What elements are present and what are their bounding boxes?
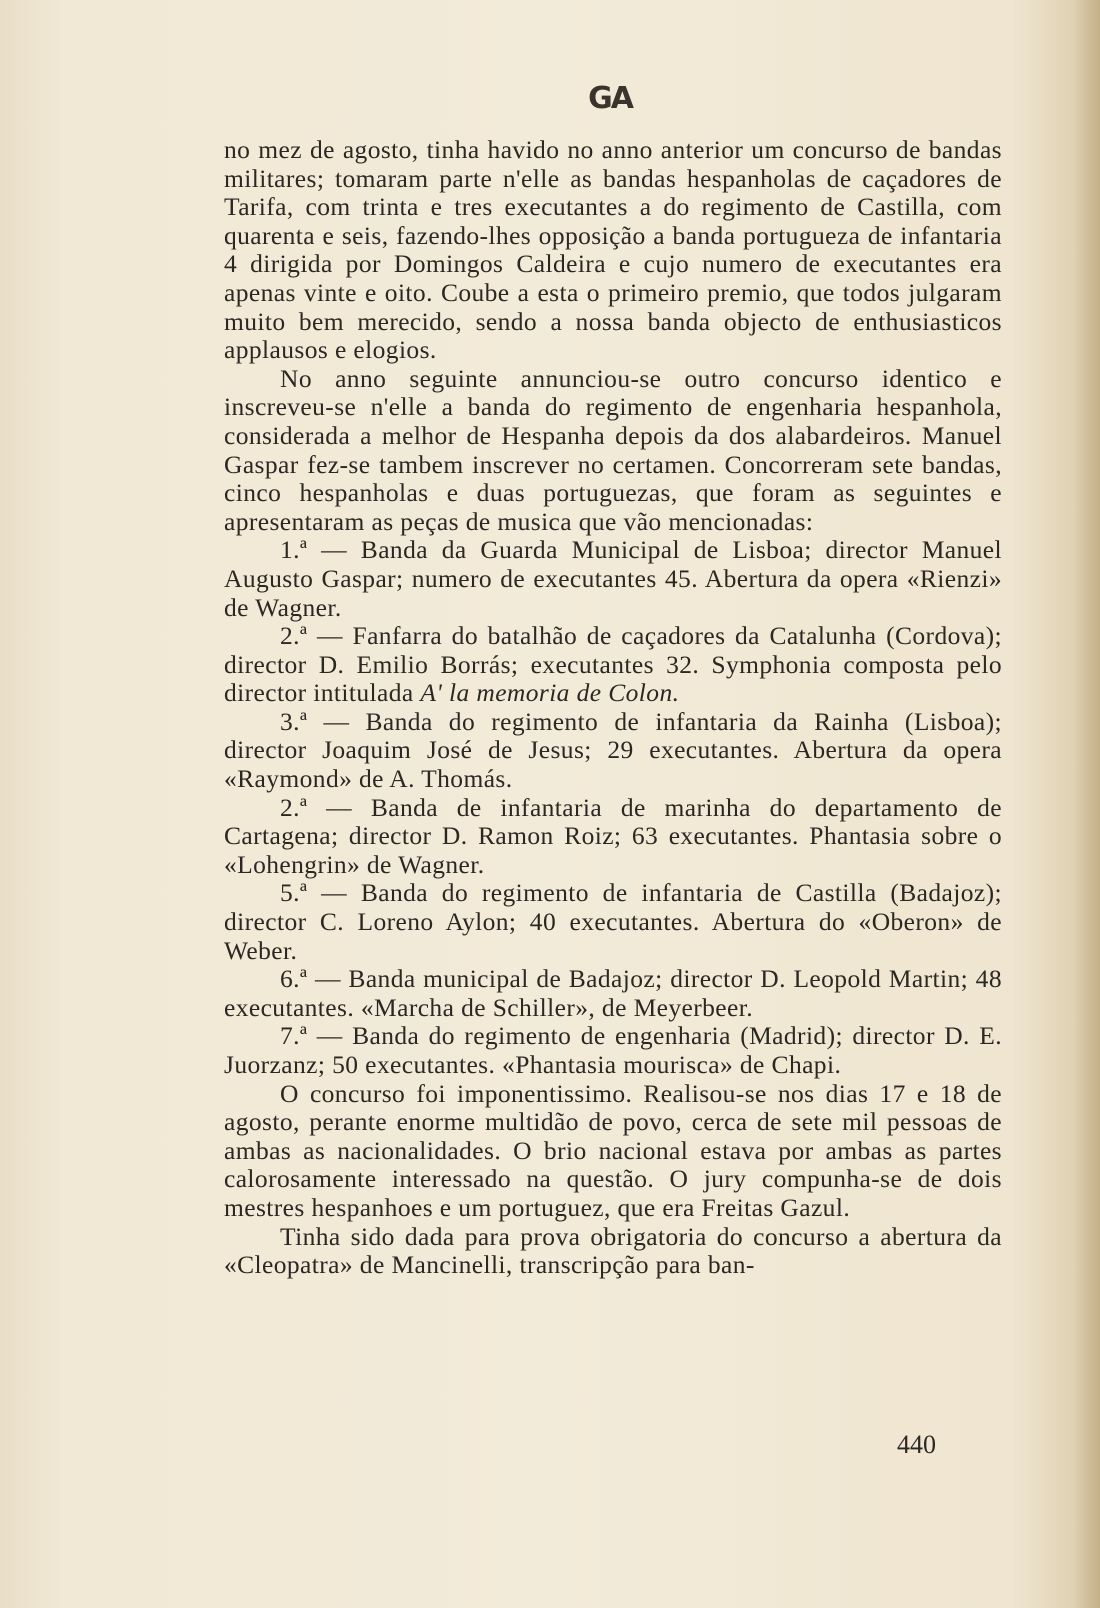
list-item: 5.ª — Banda do regimento de infantaria de Castilla (Badajoz); director C. Loreno Aylon; 40 executantes. Abertura do «Oberon» de Weber. bbox=[224, 878, 1002, 965]
list-item: 6.ª — Banda municipal de Badajoz; director D. Leopold Martin; 48 executantes. «Marcha de Schiller», de Meyerbeer. bbox=[224, 964, 1002, 1022]
list-item bbox=[224, 622, 1002, 708]
list-item-text: 2.ª — Fanfarra do batalhão de caçadores da Catalunha (Cordova); director D. Emilio Borrás; executantes 32. Symphonia composta pelo director intitulada bbox=[224, 621, 1002, 708]
page-edge-shadow bbox=[1074, 0, 1100, 1608]
paragraph: O concurso foi imponentissimo. Realisou-se nos dias 17 e 18 de agosto, perante enorme multidão de povo, cerca de sete mil pessoas de ambas as nacionalidades. O brio nacional estava por ambas as partes calorosamente interessado na questão. O jury compunha-se de dois mestres hespanhoes e um portuguez, que era Freitas Gazul. bbox=[224, 1078, 1002, 1222]
list-item: 2.ª — Banda de infantaria de marinha do departamento de Cartagena; director D. Ramon Roiz; 63 executantes. Phantasia sobre o «Lohengrin» de Wagner. bbox=[224, 792, 1002, 879]
list-item: 3.ª — Banda do regimento de infantaria da Rainha (Lisboa); director Joaquim José de Jesus; 29 executantes. Abertura da opera «Raymond» de A. Thomás. bbox=[224, 706, 1002, 794]
paragraph: Tinha sido dada para prova obrigatoria do concurso a abertura da «Cleopatra» de Mancinelli, transcripção para ban- bbox=[224, 1221, 1002, 1280]
paragraph: No anno seguinte annunciou-se outro concurso identico e inscreveu-se n'elle a banda do regimento de engenharia hespanhola, considerada a melhor de Hespanha depois da dos alabardeiros. Manuel Gaspar fez-se tambem inscrever no certamen. Concorreram sete bandas, cinco hespanholas e duas portuguezas, que foram as seguintes e apresentaram as peças de musica que vão mencionadas: bbox=[224, 363, 1002, 536]
page-number: 440 bbox=[897, 1430, 936, 1459]
list-item: 1.ª — Banda da Guarda Municipal de Lisboa; director Manuel Augusto Gaspar; numero de executantes 45. Abertura da opera «Rienzi» de Wagner. bbox=[224, 535, 1002, 622]
list-item: 7.ª — Banda do regimento de engenharia (Madrid); director D. E. Juorzanz; 50 executantes. «Phantasia mourisca» de Chapi. bbox=[224, 1021, 1002, 1079]
italic-title: A' la memoria de Colon. bbox=[420, 678, 680, 708]
body-text bbox=[224, 136, 1002, 1280]
header-monogram: GA bbox=[588, 81, 632, 116]
paragraph: no mez de agosto, tinha havido no anno anterior um concurso de bandas militares; tomaram parte n'elle as bandas hespanholas de caçadores de Tarifa, com trinta e tres executantes a do regimento de Castilla, com quarenta e seis, fazendo-lhes opposição a banda portugueza de infantaria 4 dirigida por Domingos Caldeira e cujo numero de executantes era apenas vinte e oito. Coube a esta o primeiro premio, que todos julgaram muito bem merecido, sendo a nossa banda objecto de enthusiasticos applausos e elogios. bbox=[224, 135, 1002, 365]
